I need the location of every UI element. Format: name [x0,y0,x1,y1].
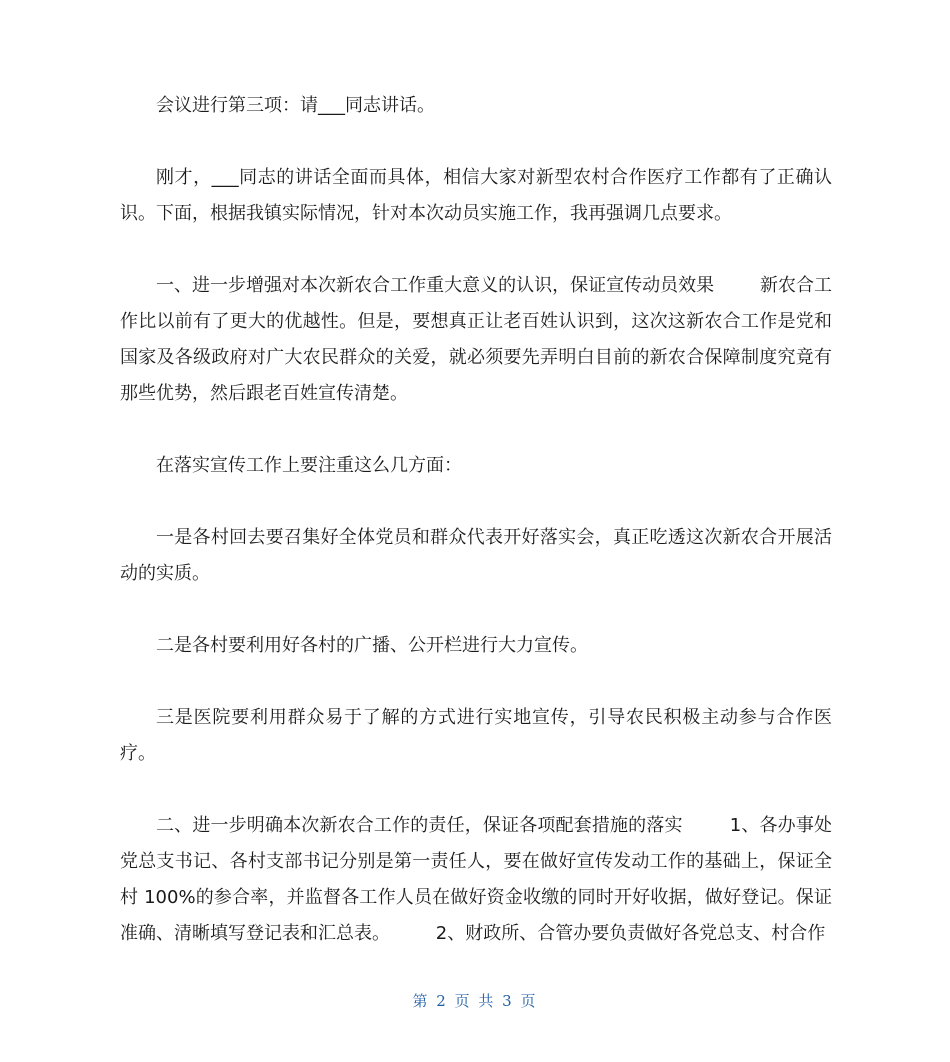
page-number-footer: 第 2 页 共 3 页 [412,992,538,1010]
paragraph-point-two: 二是各村要利用好各村的广播、公开栏进行大力宣传。 [156,635,588,656]
paragraph-point-one: 一是各村回去要召集好全体党员和群众代表开好落实会，真正吃透这次新农合开展活动的实质。 [120,527,832,584]
paragraph-publicity-aspects: 在落实宣传工作上要注重这么几方面： [156,455,462,476]
paragraph-introduction: 刚才，___同志的讲话全面而具体，相信大家对新型农村合作医疗工作都有了正确认识。下面，根据我镇实际情况，针对本次动员实施工作，我再强调几点要求。 [120,167,832,224]
paragraph-meeting-item: 会议进行第三项：请___同志讲话。 [156,95,435,116]
document-body [120,88,832,952]
paragraph-section-one: 一、进一步增强对本次新农合工作重大意义的认识，保证宣传动员效果 新农合工作比以前有了更大的优越性。但是，要想真正让老百姓认识到，这次这新农合工作是党和国家及各级政府对广大农民群众的关爱，就必须要先弄明白目前的新农合保障制度究竟有那些优势，然后跟老百姓宣传清楚。 [120,275,832,404]
paragraph-point-three: 三是医院要利用群众易于了解的方式进行实地宣传，引导农民积极主动参与合作医疗。 [120,707,832,764]
paragraph-section-two: 二、进一步明确本次新农合工作的责任，保证各项配套措施的落实 1、各办事处党总支书记、各村支部书记分别是第一责任人，要在做好宣传发动工作的基础上，保证全村 100%的参合率，并监督各工作人员在做好资金收缴的同时开好收据，做好登记。保证准确、清晰填写登记表和汇总表。 2、财政所、合管办要负责做好各党总支、村合作 [120,815,832,944]
